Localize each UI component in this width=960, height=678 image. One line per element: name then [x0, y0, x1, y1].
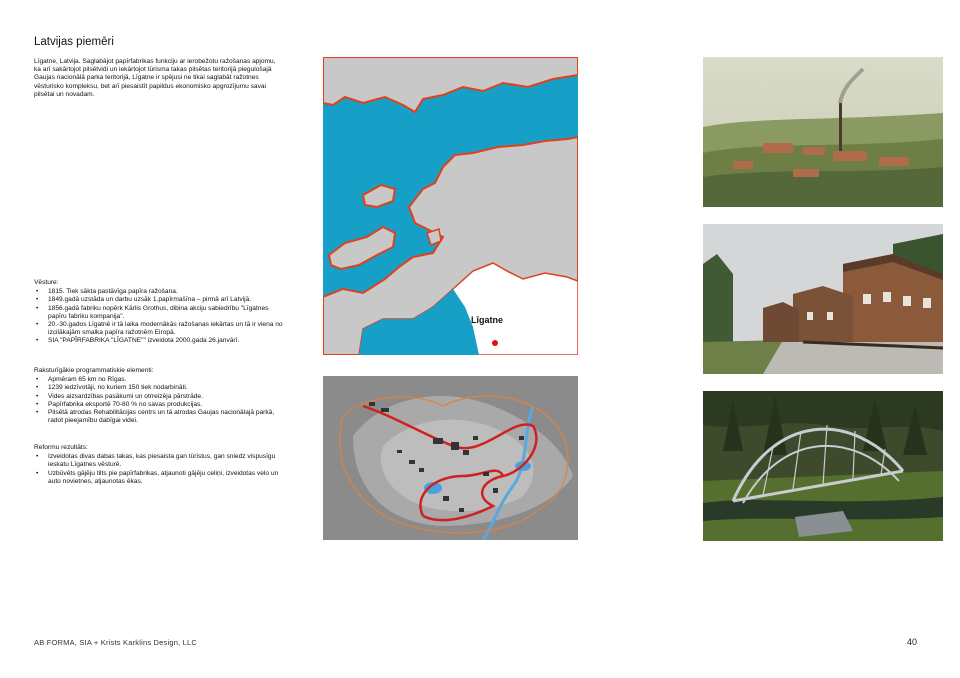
page-number: 40 [907, 637, 918, 647]
elements-list [34, 376, 284, 425]
town-plan [323, 376, 578, 540]
list-item: • 1239 iedzīvotāji, no kuriem 150 tiek nodarbināti. [34, 384, 284, 392]
results-list [34, 453, 284, 486]
ligatne-label: Līgatne [471, 315, 504, 325]
list-item: • SIA "PAPĪRFABRIKA "LĪGATNE"" izveidota 2000.gada 26.janvārī. [34, 337, 284, 345]
history-heading: Vēsture: [34, 279, 59, 286]
intro-paragraph: Līgatne, Latvija. Saglabājot papīrfabrikas funkciju ar ierobežotu ražošanas apjomu, ka arī sakārtojot pilsētvidi un iekārtojot tūrisma takas pilsētas teritorijā piegulošajā Gaujas nacionālā parka teritorijā, Līgatne ir spējusi ne tikai saglabāt ražotnes vēsturisko kompleksu, bet arī piesaistīt papildus ekonomisko apgrozījumu savai pilsētai un novadam. [34, 58, 276, 98]
elements-heading: Raksturīgākie programmatiskie elementi: [34, 367, 154, 374]
history-section [34, 279, 284, 346]
footbridge-image [703, 391, 943, 541]
list-item: • Vides aizsardzības pasākumi un otrreizēja pārstrāde. [34, 393, 284, 401]
list-item: • 1849.gadā uzstāda un darbu uzsāk 1.papīrmašīna – pirmā arī Latvijā. [34, 296, 284, 304]
list-item: • Apmēram 65 km no Rīgas. [34, 376, 284, 384]
page-title: Latvijas piemēri [34, 36, 114, 48]
chimney [839, 103, 842, 151]
elements-section [34, 367, 284, 425]
footer-credit: AB FORMA, SIA + Krists Karklins Design, LLC [34, 638, 198, 647]
list-item: • 1815. Tiek sākta pastāvīga papīra ražošana. [34, 288, 284, 296]
historic-panorama-image [703, 57, 943, 207]
regional-map [323, 57, 578, 355]
results-heading: Reformu rezultāts: [34, 444, 88, 451]
list-item: • 1856.gadā fabriku nopērk Kārlis Grothus, dibina akciju sabiedrību "Līgatnes papīru fabriku kompanija". [34, 305, 284, 321]
wooden-houses-image [703, 224, 943, 374]
list-item: • Pilsētā atrodas Rehabilitācijas centrs un tā atrodas Gaujas nacionālajā parkā, radot pieejamību dabīgai videi. [34, 409, 284, 425]
list-item: • 20.-30.gados Līgatnē ir tā laika modernākās ražošanas iekārtas un tā ir viena no izcilākajām smalka papīra ražotnēm Eiropā. [34, 321, 284, 337]
ligatne-marker [492, 340, 498, 346]
history-list [34, 288, 284, 345]
results-section [34, 444, 284, 486]
list-item: • Uzbūvēts gājēju tilts pie papīrfabrikas, atjaunoti gājēju celiņi, izveidotas velo un auto novietnes, atjaunotas ēkas. [34, 470, 284, 486]
list-item: • Izveidotas divas dabas takas, kas piesaista gan tūristus, gan sniedz vispusīgu ieskatu Līgatnes vēsturē. [34, 453, 284, 469]
list-item: • Papīrfabrika eksportē 70-80 % no savas produkcijas. [34, 401, 284, 409]
